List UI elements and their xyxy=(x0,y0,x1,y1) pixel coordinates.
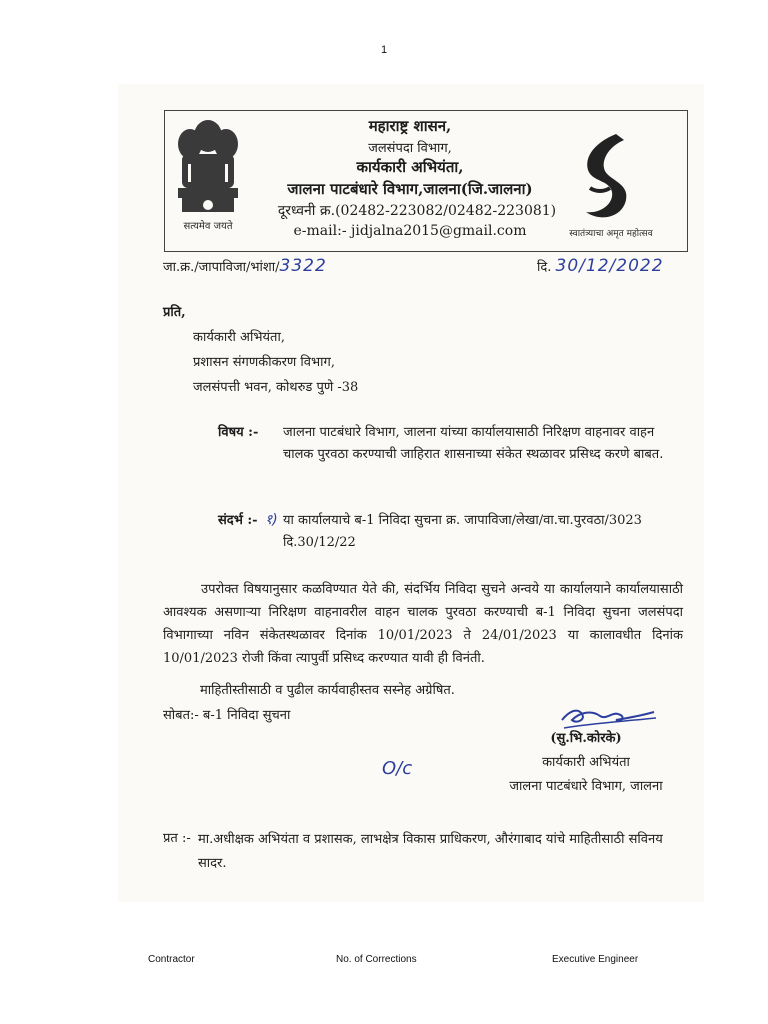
recipient-line: जलसंपत्ती भवन, कोथरुड पुणे -38 xyxy=(193,380,359,395)
azadi-ka-amrit-mahotsav-logo-icon xyxy=(566,130,642,226)
letterhead-department: जलसंपदा विभाग, xyxy=(368,141,452,156)
enclosure-line: सोबत:- ब-1 निविदा सुचना xyxy=(163,708,291,723)
letterhead-email: e-mail:- jidjalna2015@gmail.com xyxy=(293,223,527,239)
office-copy-mark: O/c xyxy=(382,758,413,779)
logo-caption: स्वातंत्र्याचा अमृत महोत्सव xyxy=(569,229,653,239)
page-number: 1 xyxy=(380,44,388,56)
closing-line: माहितीस्तीसाठी व पुढील कार्यवाहीस्तव सस्नेह अग्रेषित. xyxy=(200,683,455,698)
date-prefix: दि. xyxy=(537,260,552,275)
context-label: संदर्भ :- xyxy=(218,513,258,528)
footer-corrections: No. of Corrections xyxy=(336,954,417,965)
signature-block xyxy=(496,727,676,799)
recipient-line: प्रशासन संगणकीकरण विभाग, xyxy=(193,355,335,370)
copy-to-label: प्रत :- xyxy=(163,831,191,846)
letterhead-government: महाराष्ट्र शासन, xyxy=(368,117,452,135)
subject-label: विषय :- xyxy=(218,425,259,440)
reference-prefix: जा.क्र./जापाविजा/भांशा/ xyxy=(163,260,280,275)
context-mark: १) xyxy=(265,512,278,528)
body-paragraph: उपरोक्त विषयानुसार कळविण्यात येते की, संदर्भिय निविदा सुचने अन्वये या कार्यालयाने कार्यालयासाठी आवश्यक असणाऱ्या निरिक्षण वाहनावरील वाहन चालक पुरवठा करण्याची ब-1 निविदा सुचना जलसंपदा विभागाच्या नविन संकेतस्थळावर दिनांक 10/01/2023 ते 24/01/2023 या कालावधीत दिनांक 10/01/2023 रोजी किंवा त्यापुर्वी प्रसिध्द करण्यात यावी ही विनंती. xyxy=(163,582,683,666)
reference-number: 3322 xyxy=(279,256,327,276)
ashoka-emblem-icon xyxy=(168,114,248,232)
signatory-office: जालना पाटबंधारे विभाग, जालना xyxy=(509,779,663,794)
subject-text: जालना पाटबंधारे विभाग, जालना यांच्या कार्यालयासाठी निरिक्षण वाहनावर वाहन चालक पुरवठा करण्याची जाहिरात शासनाच्या संकेत स्थळावर प्रसिध्द करणे बाबत. xyxy=(283,425,664,462)
signatory-designation: कार्यकारी अभियंता xyxy=(542,755,630,770)
signatory-name: (सु.भि.कोरके) xyxy=(550,731,622,746)
recipient-block xyxy=(163,300,358,400)
emblem-caption: सत्यमेव जयते xyxy=(183,221,233,232)
outward-reference xyxy=(163,256,327,276)
date-value: 30/12/2022 xyxy=(555,256,664,276)
footer-executive-engineer: Executive Engineer xyxy=(552,954,639,965)
context-text: या कार्यालयाचे ब-1 निविदा सुचना क्र. जापाविजा/लेखा/वा.चा.पुरवठा/3023 दि.30/12/22 xyxy=(283,513,642,550)
letterhead-phone: दूरध्वनी क्र.(02482-223082/02482-223081) xyxy=(277,203,557,219)
letterhead-division: जालना पाटबंधारे विभाग,जालना(जि.जालना) xyxy=(287,180,533,198)
footer-contractor: Contractor xyxy=(148,954,195,965)
letterhead-designation: कार्यकारी अभियंता, xyxy=(356,158,464,176)
recipient-label: प्रति, xyxy=(163,305,186,320)
copy-to-text: मा.अधीक्षक अभियंता व प्रशासक, लाभक्षेत्र विकास प्राधिकरण, औरंगाबाद यांचे माहितीसाठी सविनय सादर. xyxy=(198,832,663,871)
recipient-line: कार्यकारी अभियंता, xyxy=(193,330,285,345)
letter-date xyxy=(537,256,664,276)
